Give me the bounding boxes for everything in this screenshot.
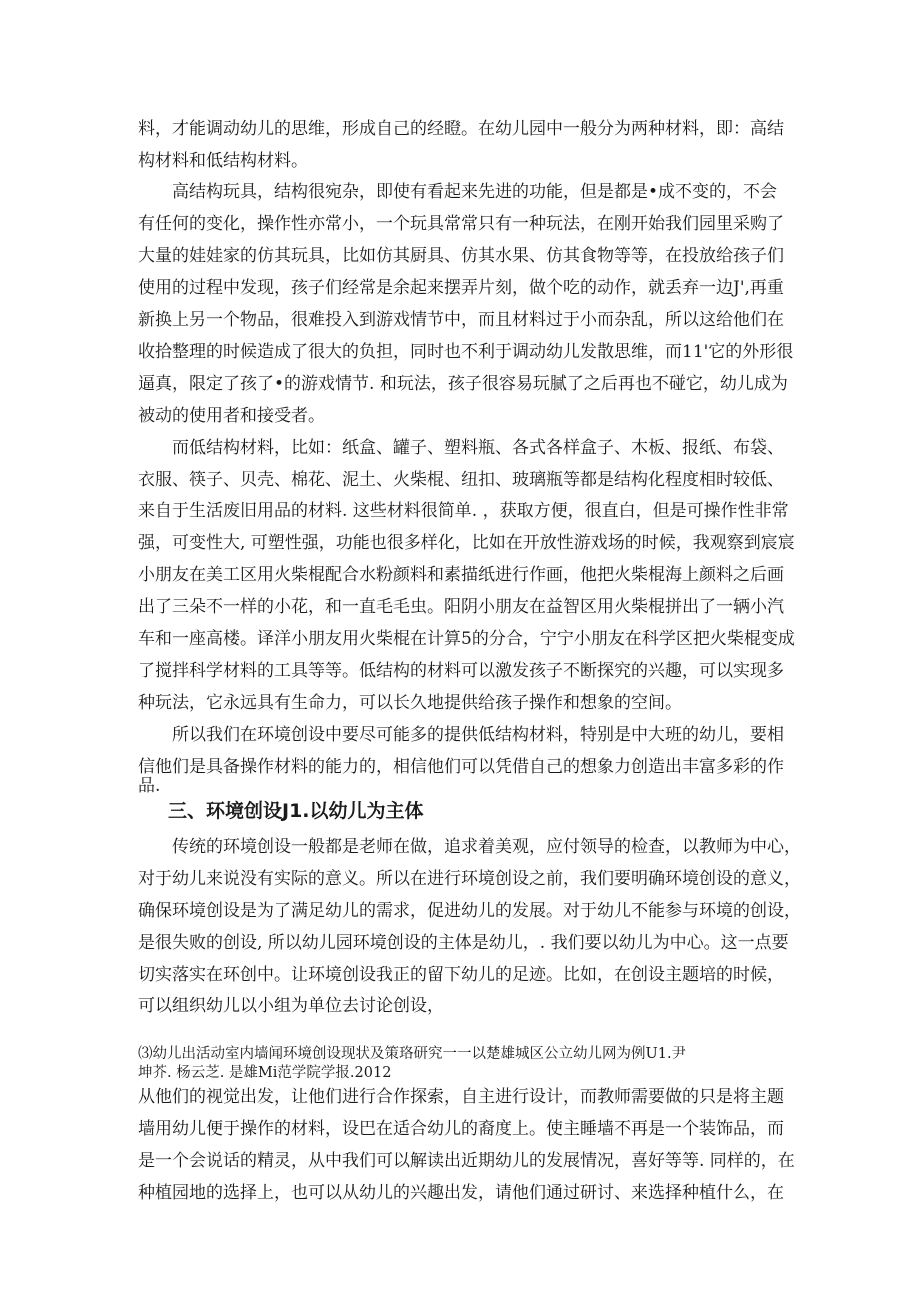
text-line: 信他们是具备操作材料的能力的，相信他们可以凭借自己的想象力创造出丰富多彩的作: [138, 757, 784, 777]
text-line: 衣服、筷子、贝壳、棉花、泥土、火柴棍、纽扣、玻璃瓶等都是结构化程度相时较低、: [138, 470, 784, 490]
text-line: 强，可变性大, 可塑性强，功能也很多样化，比如在开放性游戏场的时候，我观察到宸宸: [138, 533, 795, 553]
text-line: 来自于生活废旧用品的材料. 这些材料很简单. ，获取方便，很直白，但是可操作性非常: [138, 501, 789, 521]
text-line: 被动的使用者和接受者。: [138, 406, 325, 426]
text-line: 高结构玩具，结构很宛杂，即使有看起来先进的功能，但是都是•成不变的，不会: [172, 182, 778, 202]
text-line: 使用的过程中发现，孩子们经常是余起来摆弄片刻，做个吃的动作，就丢弃一边J',再重: [138, 278, 784, 298]
text-line: 构材料和低结构材料。: [138, 151, 308, 171]
text-line: 大量的娃娃家的仿其玩具，比如仿其厨具、仿其水果、仿其食物等等，在投放给孩子们: [138, 246, 784, 266]
text-line: 确保环境创设是为了满足幼儿的需求，促进幼儿的发展。对于幼儿不能参与环境的创设，: [138, 901, 801, 921]
text-line: 而低结构材料，比如：纸盒、罐子、塑料瓶、各式各样盒子、木板、报纸、布袋、: [172, 438, 784, 458]
text-line: 种植园地的选择上，也可以从幼儿的兴趣出发，请他们通过研讨、来选择种植什么，在: [138, 1183, 784, 1203]
text-line: 是很失败的创设, 所以幼儿园环境创设的主体是幼儿，. 我们要以幼儿为中心。这一点要: [138, 933, 789, 953]
footnote-line: ⑶幼儿出活动室内墙闻环境创设现状及策珞研究一一以楚雄城区公立幼儿网为例U1.尹: [138, 1046, 687, 1062]
text-line: 车和一座高楼。译洋小朋友用火柴棍在计算5的分合，宁宁小朋友在科学区把火柴棍变成: [138, 629, 795, 649]
text-line: 小朋友在美工区用火柴棍配合水粉颜料和素描纸进行作画，他把火柴棍海上颜料之后画: [138, 565, 784, 585]
text-line: 有任何的变化，操作性亦常小，一个玩具常常只有一种玩法，在刚开始我们园里采购了: [138, 214, 784, 234]
text-line: 收拾整理的时候造成了很大的负担，同时也不利于调动幼儿发散思维，而11'它的外形很: [138, 342, 794, 362]
text-line: 墙用幼儿便于操作的材料，设巴在适合幼儿的裔度上。使主睡墙不再是一个装饰品，而: [138, 1119, 784, 1139]
text-line: 是一个会说话的精灵，从中我们可以解读出近期幼儿的发展情况，喜好等等. 同样的，在: [138, 1151, 795, 1171]
text-line: 切实落实在环创中。让环境创设我正的留下幼儿的足迹。比如，在创设主题培的时候，: [138, 965, 784, 985]
text-line: 可以组织幼儿以小组为单位去讨论创设，: [138, 996, 444, 1016]
text-line: 新换上另一个物品，很难投入到游戏情节中，而且材料过于小而杂乱，所以这给他们在: [138, 310, 784, 330]
text-line: 从他们的视觉出发，让他们进行合作探索，自主进行设计，而教师需要做的只是将主题: [138, 1087, 784, 1107]
footnote-line: 坤芥. 杨云芝. 是雄Mi范学院学报.2012: [138, 1065, 392, 1081]
text-line: 出了三朵不一样的小花，和一直毛毛虫。阳阴小朋友在益智区用火柴棍拼出了一辆小汽: [138, 597, 784, 617]
text-line: 品.: [138, 776, 161, 796]
text-line: 传统的环境创设一般都是老师在做，追求着美观，应付领导的检查，以教师为中心，: [172, 837, 801, 857]
text-line: 种玩法，它永远具有生命力，可以长久地提供给孩子操作和想象的空间。: [138, 693, 682, 713]
text-line: 所以我们在环境创设中要尽可能多的提供低结构材料，特别是中大班的幼儿，要相: [172, 725, 784, 745]
text-line: 了搅拌科学材料的工具等等。低结构的材料可以激发孩子不断探究的兴趣，可以实现多: [138, 661, 784, 681]
text-line: 对于幼儿来说没有实际的意义。所以在进行环境创设之前，我们要明确环境创设的意义，: [138, 869, 801, 889]
text-line: 料，才能调动幼儿的思维，形成自己的经瞪。在幼儿园中一般分为两种材料，即：高结: [138, 119, 784, 139]
section-heading: 三、环境创设J1.以幼儿为主体: [168, 800, 424, 822]
text-line: 逼真，限定了孩了•的游戏情节. 和玩法，孩子很容易玩腻了之后再也不碰它，幼儿成为: [138, 374, 788, 394]
